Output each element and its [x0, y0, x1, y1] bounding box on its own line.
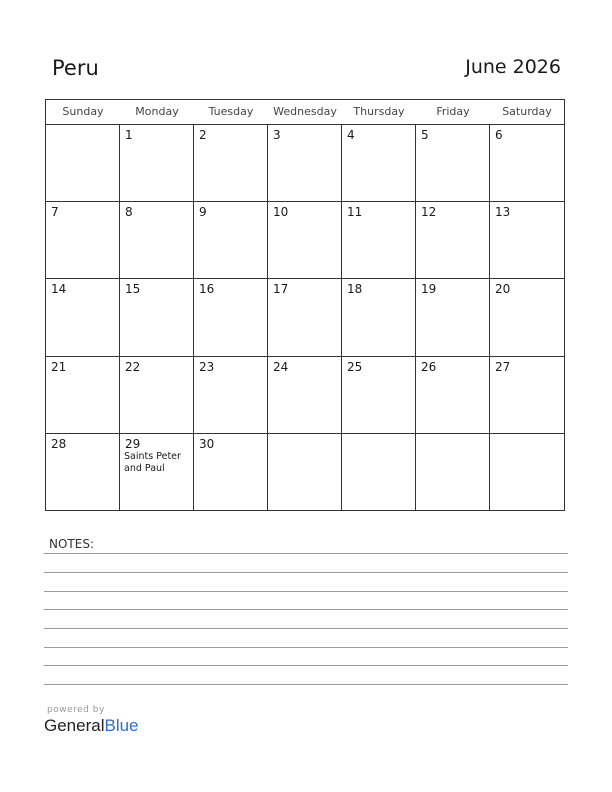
- day-number: 10: [273, 205, 289, 220]
- day-number: 11: [347, 205, 363, 220]
- day-cell: [490, 357, 564, 434]
- day-cell: [120, 434, 194, 511]
- day-cell: [194, 279, 268, 356]
- day-cell: [46, 279, 120, 356]
- note-line: [44, 609, 568, 610]
- note-line: [44, 591, 568, 592]
- weekday-header-row: [46, 100, 564, 125]
- day-cell: [342, 434, 416, 511]
- day-cell: [490, 125, 564, 202]
- weekday-friday: Friday: [436, 105, 470, 118]
- day-cell: [490, 202, 564, 279]
- day-cell: [342, 279, 416, 356]
- day-number: 25: [347, 359, 363, 374]
- day-cell: [120, 357, 194, 434]
- day-cell: [342, 202, 416, 279]
- weekday-monday: Monday: [135, 105, 179, 118]
- day-cell: [490, 434, 564, 511]
- day-number: 15: [125, 282, 141, 297]
- day-number: 9: [199, 205, 207, 220]
- day-cell: [416, 202, 490, 279]
- day-number: 8: [125, 205, 133, 220]
- day-cell: [194, 125, 268, 202]
- weekday-tuesday: Tuesday: [208, 105, 254, 118]
- day-number: 6: [495, 128, 503, 142]
- day-number: 16: [199, 282, 215, 297]
- day-cell: [342, 357, 416, 434]
- day-cell: [268, 434, 342, 511]
- day-number: 27: [495, 359, 511, 374]
- day-cell: [268, 357, 342, 434]
- day-cell: [120, 125, 194, 202]
- note-line: [44, 665, 568, 666]
- day-number: 4: [347, 128, 355, 142]
- brand-blue: Blue: [104, 716, 139, 735]
- weekday-wednesday: Wednesday: [273, 105, 337, 118]
- day-number: 5: [421, 128, 429, 142]
- day-cell: [490, 279, 564, 356]
- day-number: 2: [199, 128, 207, 142]
- note-line: [44, 553, 568, 554]
- day-number: 30: [199, 436, 215, 451]
- weekday-sunday: Sunday: [62, 105, 104, 118]
- day-cell: [46, 357, 120, 434]
- calendar-grid: [45, 99, 565, 511]
- day-cell: [416, 125, 490, 202]
- notes-label: NOTES:: [49, 537, 94, 551]
- country-title: Peru: [52, 56, 99, 80]
- weekday-saturday: Saturday: [502, 105, 552, 118]
- note-line: [44, 572, 568, 573]
- day-cell: [416, 357, 490, 434]
- day-cell: [342, 125, 416, 202]
- day-cell: [46, 434, 120, 511]
- day-cell: [194, 434, 268, 511]
- day-number: 28: [51, 436, 67, 451]
- day-number: 18: [347, 282, 363, 297]
- day-number: 12: [421, 205, 437, 220]
- day-cell: [416, 279, 490, 356]
- brand-logo: [44, 716, 139, 736]
- note-line: [44, 628, 568, 629]
- holiday-label: Saints Peter and Paul: [124, 450, 181, 474]
- day-cell: [120, 279, 194, 356]
- day-cell: [268, 202, 342, 279]
- note-line: [44, 684, 568, 685]
- day-cell: [194, 357, 268, 434]
- note-line: [44, 647, 568, 648]
- month-year-title: June 2026: [465, 56, 561, 78]
- day-cells: [46, 125, 564, 511]
- day-number: 13: [495, 205, 511, 220]
- day-number: 24: [273, 359, 289, 374]
- day-cell: [416, 434, 490, 511]
- day-number: 23: [199, 359, 215, 374]
- day-number: 21: [51, 359, 67, 374]
- powered-by-text: powered by: [47, 705, 105, 715]
- day-cell: [268, 125, 342, 202]
- brand-general: General: [44, 716, 105, 735]
- day-number: 14: [51, 282, 67, 297]
- day-number: 22: [125, 359, 141, 374]
- day-cell: [46, 202, 120, 279]
- day-number: 17: [273, 282, 289, 297]
- weekday-thursday: Thursday: [353, 105, 405, 118]
- day-number: 26: [421, 359, 437, 374]
- day-cell: [194, 202, 268, 279]
- day-cell: [268, 279, 342, 356]
- day-number: 3: [273, 128, 281, 142]
- day-number: 29: [125, 436, 141, 451]
- day-number: 1: [125, 128, 133, 142]
- day-cell: [46, 125, 120, 202]
- day-number: 20: [495, 282, 511, 297]
- day-number: 19: [421, 282, 437, 297]
- day-number: 7: [51, 205, 59, 220]
- day-cell: [120, 202, 194, 279]
